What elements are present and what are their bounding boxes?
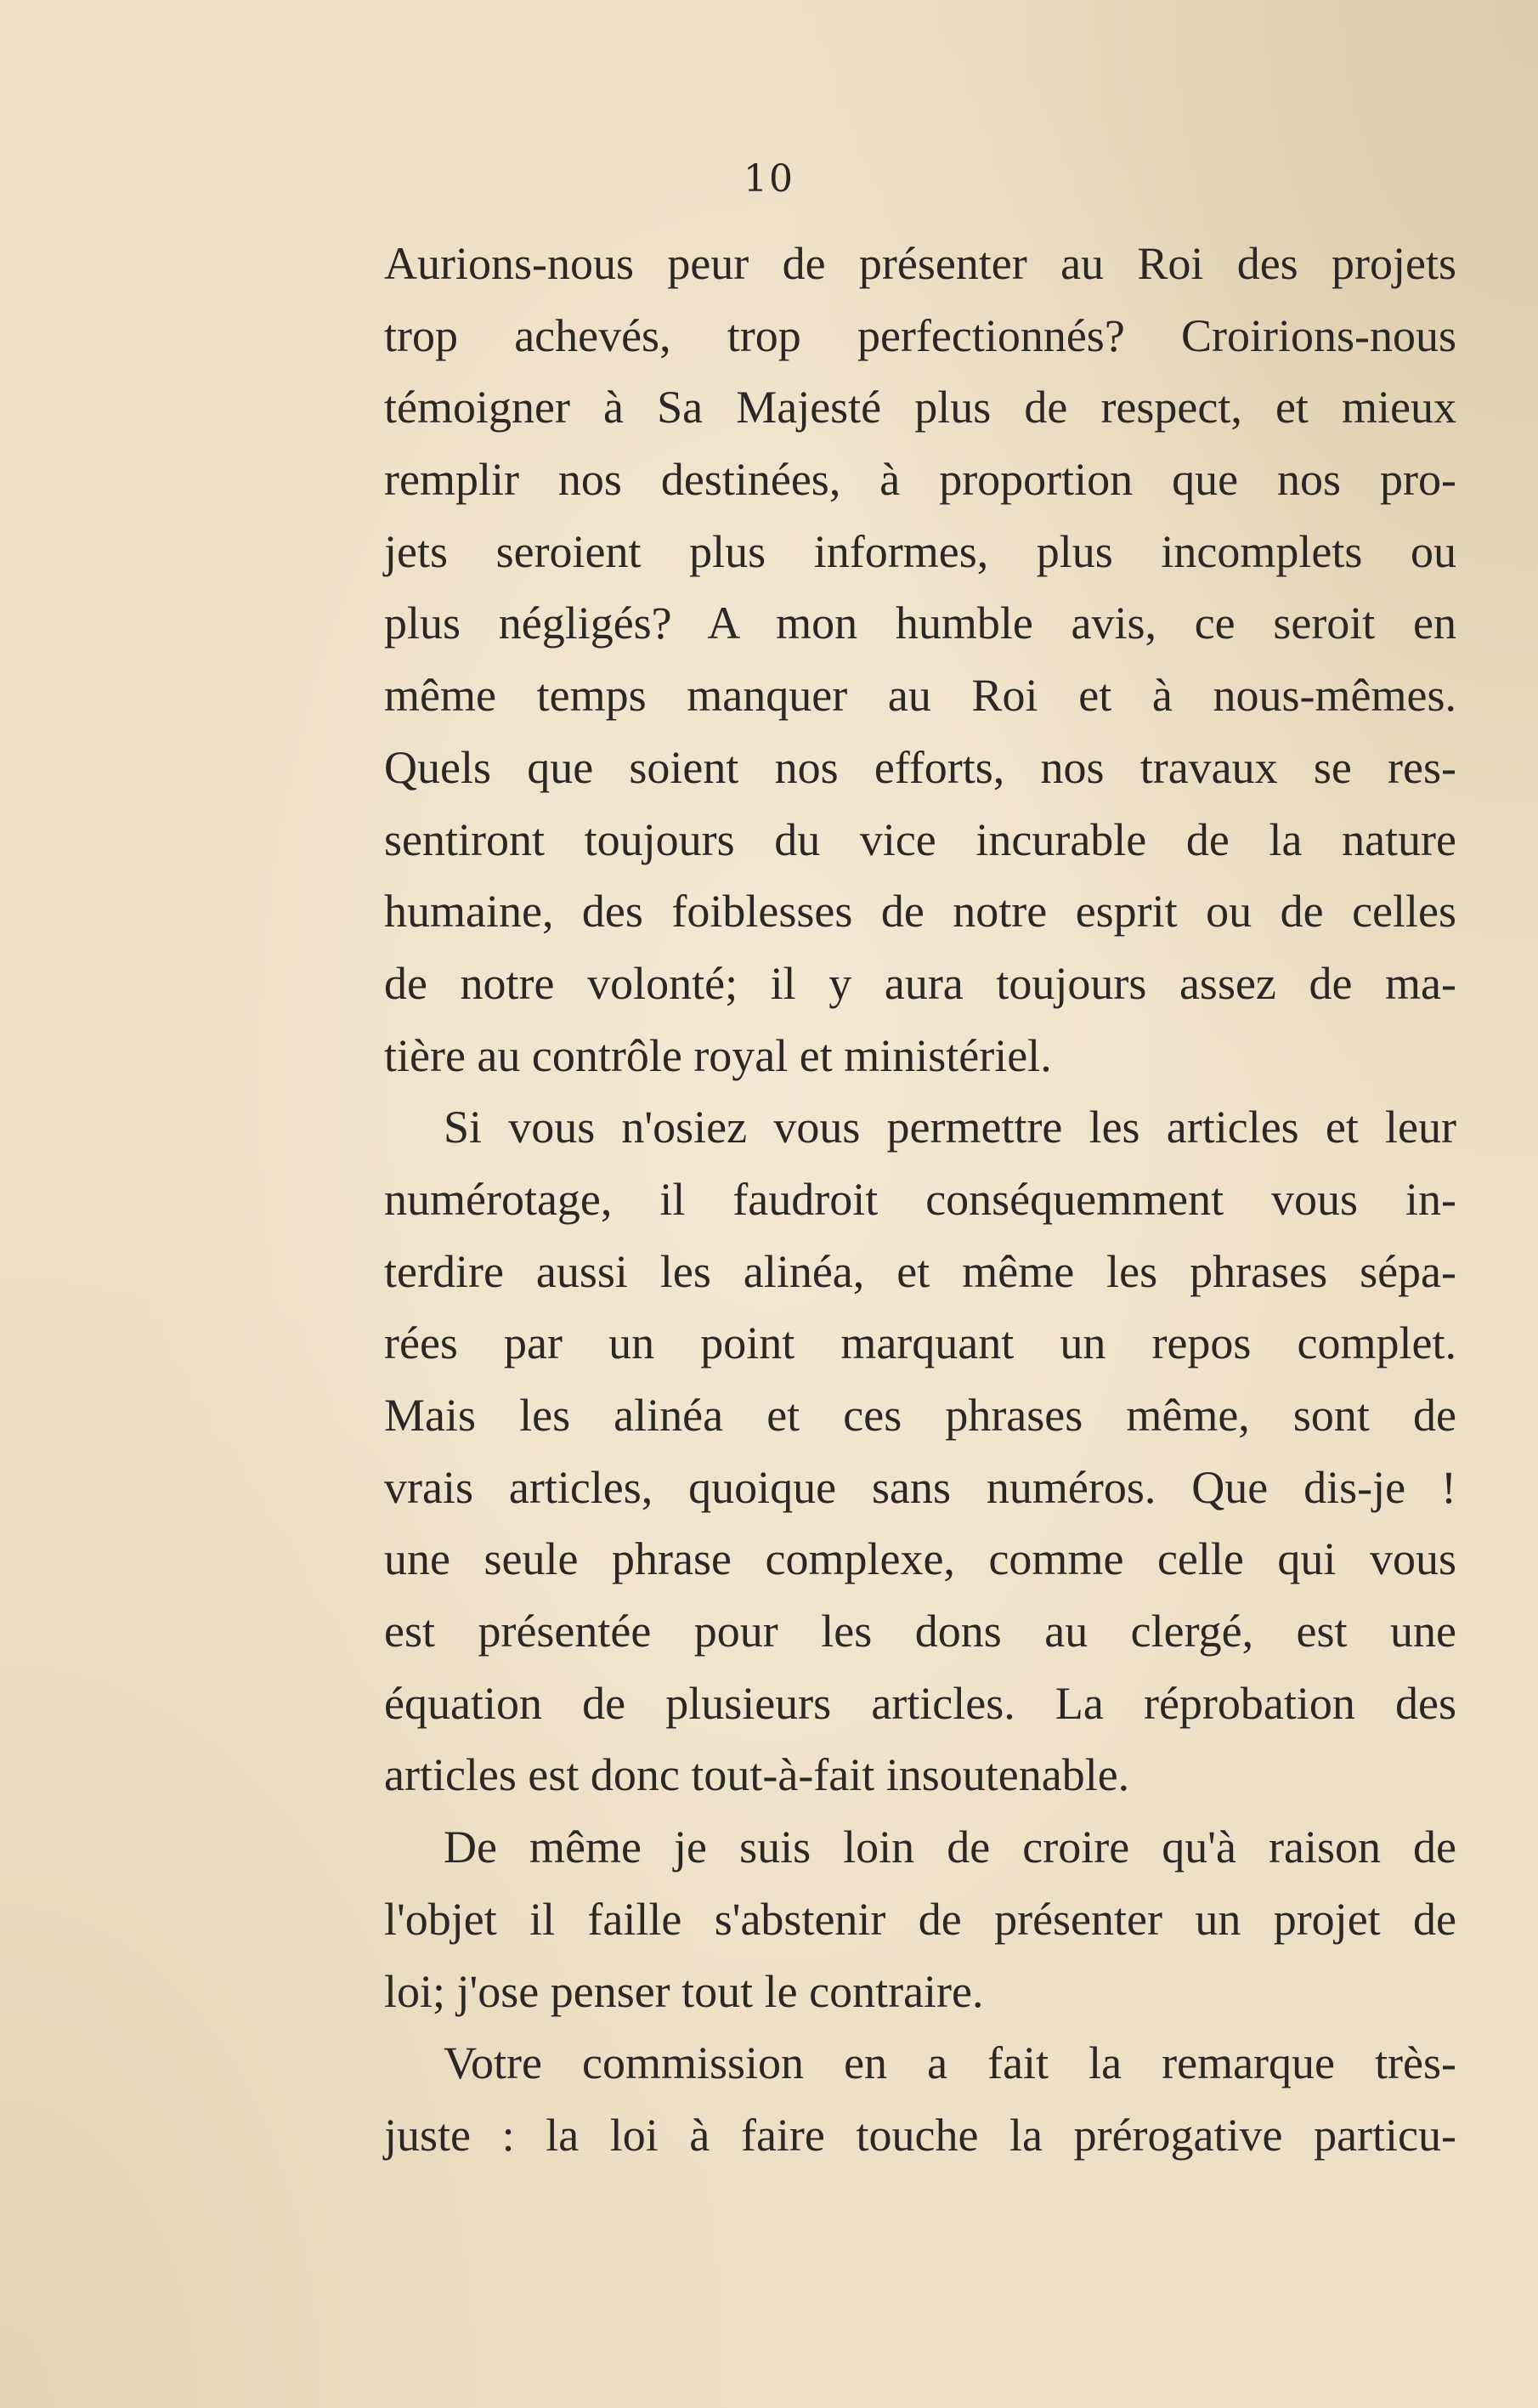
text-line: vrais articles, quoique sans numéros. Que dis-je ! [384, 1461, 1456, 1513]
text-line: une seule phrase complexe, comme celle qui vous [384, 1533, 1456, 1585]
paragraph-start-line: De même je suis loin de croire qu'à raison de [444, 1822, 1456, 1873]
text-line: rées par un point marquant un repos complet. [384, 1317, 1456, 1369]
text-line: remplir nos destinées, à proportion que nos pro- [384, 454, 1456, 506]
text-line: équation de plusieurs articles. La réprobation des [384, 1677, 1456, 1729]
text-line: de notre volonté; il y aura toujours assez de ma- [384, 957, 1456, 1009]
paragraph-start-line: Votre commission en a fait la remarque très- [444, 2037, 1456, 2089]
text-line: Aurions-nous peur de présenter au Roi des projets [384, 238, 1456, 289]
page-number: 10 [744, 157, 794, 201]
text-line: juste : la loi à faire touche la prérogative particu- [384, 2109, 1456, 2161]
text-line: tière au contrôle royal et ministériel. [384, 1029, 1052, 1081]
text-line: Quels que soient nos efforts, nos travaux se res- [384, 741, 1456, 793]
text-line: même temps manquer au Roi et à nous-mêmes. [384, 670, 1456, 722]
text-line: humaine, des foiblesses de notre esprit ou de celles [384, 886, 1456, 938]
text-line: jets seroient plus informes, plus incomplets ou [384, 525, 1456, 577]
text-line: plus négligés? A mon humble avis, ce seroit en [384, 598, 1456, 649]
text-line: est présentée pour les dons au clergé, est une [384, 1606, 1456, 1657]
text-line: numérotage, il faudroit conséquemment vous in- [384, 1173, 1456, 1225]
text-line: témoigner à Sa Majesté plus de respect, et mieux [384, 382, 1456, 433]
text-line: trop achevés, trop perfectionnés? Croirions-nous [384, 309, 1456, 361]
paragraph-start-line: Si vous n'osiez vous permettre les articles et leur [444, 1102, 1456, 1153]
text-line: terdire aussi les alinéa, et même les phrases sépa- [384, 1245, 1456, 1297]
body-text [384, 228, 1456, 2172]
text-line: l'objet il faille s'abstenir de présenter un projet de [384, 1893, 1456, 1945]
text-line: sentiront toujours du vice incurable de la nature [384, 813, 1456, 865]
text-line: loi; j'ose penser tout le contraire. [384, 1965, 984, 2017]
text-line: Mais les alinéa et ces phrases même, sont de [384, 1390, 1456, 1441]
text-line: articles est donc tout-à-fait insoutenable. [384, 1749, 1130, 1801]
